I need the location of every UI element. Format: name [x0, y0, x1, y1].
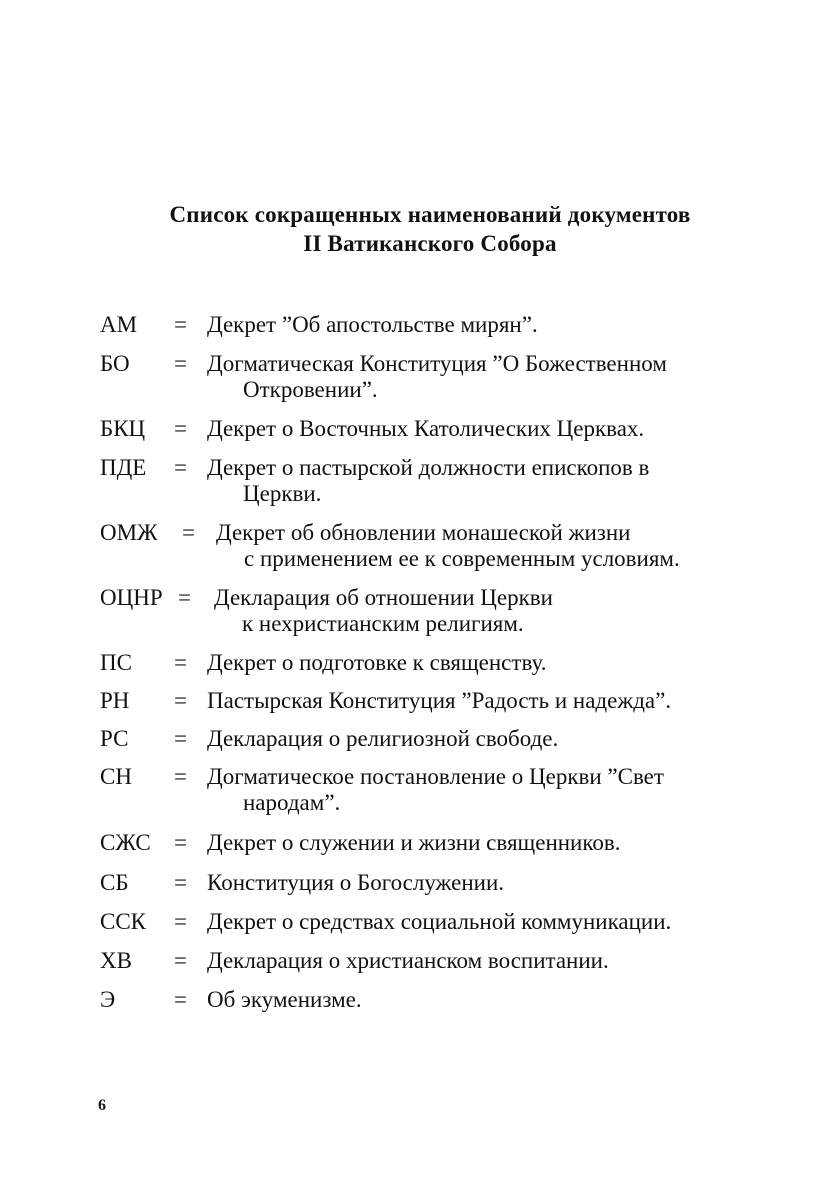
equals-sign: = — [174, 688, 187, 713]
definition-line: Пастырская Конституция ”Радость и надежда”. — [207, 688, 672, 713]
equals-sign: = — [174, 987, 187, 1012]
abbreviation: АМ — [100, 312, 138, 337]
abbreviation: РС — [100, 726, 129, 751]
abbreviation: СЖС — [100, 830, 151, 855]
definition — [207, 830, 740, 856]
list-item-rs — [100, 726, 740, 752]
definition — [207, 909, 740, 935]
equals-sign: = — [174, 416, 187, 441]
definition-line: Декрет о подготовке к священству. — [207, 650, 547, 675]
title-line-2: II Ватиканского Собора — [303, 231, 557, 256]
list-item-szhs — [100, 830, 740, 856]
abbreviation: ОЦНР — [100, 585, 163, 610]
definition-line: Конституция о Богослужении. — [207, 870, 505, 895]
equals-sign: = — [174, 351, 187, 376]
list-item-pde — [100, 455, 740, 507]
definition-line: к нехристианским религиям. — [242, 611, 524, 636]
title-line-1: Список сокращенных наименований документов — [169, 202, 691, 227]
definition-line: Церкви. — [243, 481, 322, 506]
list-item-rn — [100, 688, 740, 714]
definition — [207, 650, 740, 676]
definition — [207, 948, 740, 974]
list-item-omzh — [100, 520, 740, 572]
definition-line: Декрет о средствах социальной коммуникации. — [207, 909, 672, 934]
list-item-sb — [100, 870, 740, 896]
list-item-hv — [100, 948, 740, 974]
equals-sign: = — [174, 830, 187, 855]
definition — [207, 870, 740, 896]
list-item-e — [100, 987, 740, 1013]
definition — [207, 764, 740, 816]
definition-line: Декрет о служении и жизни священников. — [207, 830, 621, 855]
abbreviation: ПДЕ — [100, 455, 147, 480]
page-number: 6 — [98, 1097, 106, 1114]
equals-sign: = — [174, 948, 187, 973]
definition-line: Декларация о христианском воспитании. — [207, 948, 609, 973]
definition — [207, 312, 740, 338]
abbreviation: БКЦ — [100, 416, 146, 441]
definition-line: Декларация о религиозной свободе. — [207, 726, 559, 751]
abbreviation-list — [100, 312, 740, 1013]
definition — [214, 585, 740, 637]
list-item-sn — [100, 764, 740, 816]
abbreviation: ПС — [100, 650, 132, 675]
abbreviation: СБ — [100, 870, 129, 895]
equals-sign: = — [174, 455, 187, 480]
definition-line: Декрет ”Об апостольстве мирян”. — [207, 312, 538, 337]
equals-sign: = — [178, 585, 191, 610]
definition-line: Откровении”. — [243, 377, 378, 402]
abbreviation: ССК — [100, 909, 147, 934]
list-item-am — [100, 312, 740, 338]
definition-line: Догматическая Конституция ”О Божественном — [207, 351, 667, 376]
definition — [207, 987, 740, 1013]
definition-line: Декрет о Восточных Католических Церквах. — [207, 416, 645, 441]
list-item-bkc — [100, 416, 740, 442]
list-item-ssk — [100, 909, 740, 935]
abbreviation: СН — [100, 764, 132, 789]
definition-line: Об экуменизме. — [207, 987, 362, 1012]
definition — [207, 351, 740, 403]
definition — [207, 455, 740, 507]
equals-sign: = — [174, 650, 187, 675]
equals-sign: = — [174, 764, 187, 789]
list-item-ocnr — [100, 585, 740, 637]
definition — [207, 726, 740, 752]
definition — [207, 688, 740, 714]
definition — [216, 520, 740, 572]
list-item-bo — [100, 351, 740, 403]
list-item-ps — [100, 650, 740, 676]
abbreviation: ХВ — [100, 948, 132, 973]
definition-line: Декларация об отношении Церкви — [214, 585, 553, 610]
equals-sign: = — [174, 726, 187, 751]
abbreviation: Э — [100, 987, 116, 1012]
abbreviation: РН — [100, 688, 130, 713]
abbreviation: БО — [100, 351, 130, 376]
page-title — [100, 200, 760, 258]
definition — [207, 416, 740, 442]
definition-line: народам”. — [243, 790, 341, 815]
abbreviation: ОМЖ — [100, 520, 158, 545]
definition-line: Догматическое постановление о Церкви ”Свет — [207, 764, 664, 789]
equals-sign: = — [174, 909, 187, 934]
equals-sign: = — [182, 520, 195, 545]
definition-line: с применением ее к современным условиям. — [244, 546, 680, 571]
definition-line: Декрет об обновлении монашеской жизни — [216, 520, 631, 545]
equals-sign: = — [174, 312, 187, 337]
equals-sign: = — [174, 870, 187, 895]
definition-line: Декрет о пастырской должности епископов в — [207, 455, 650, 480]
